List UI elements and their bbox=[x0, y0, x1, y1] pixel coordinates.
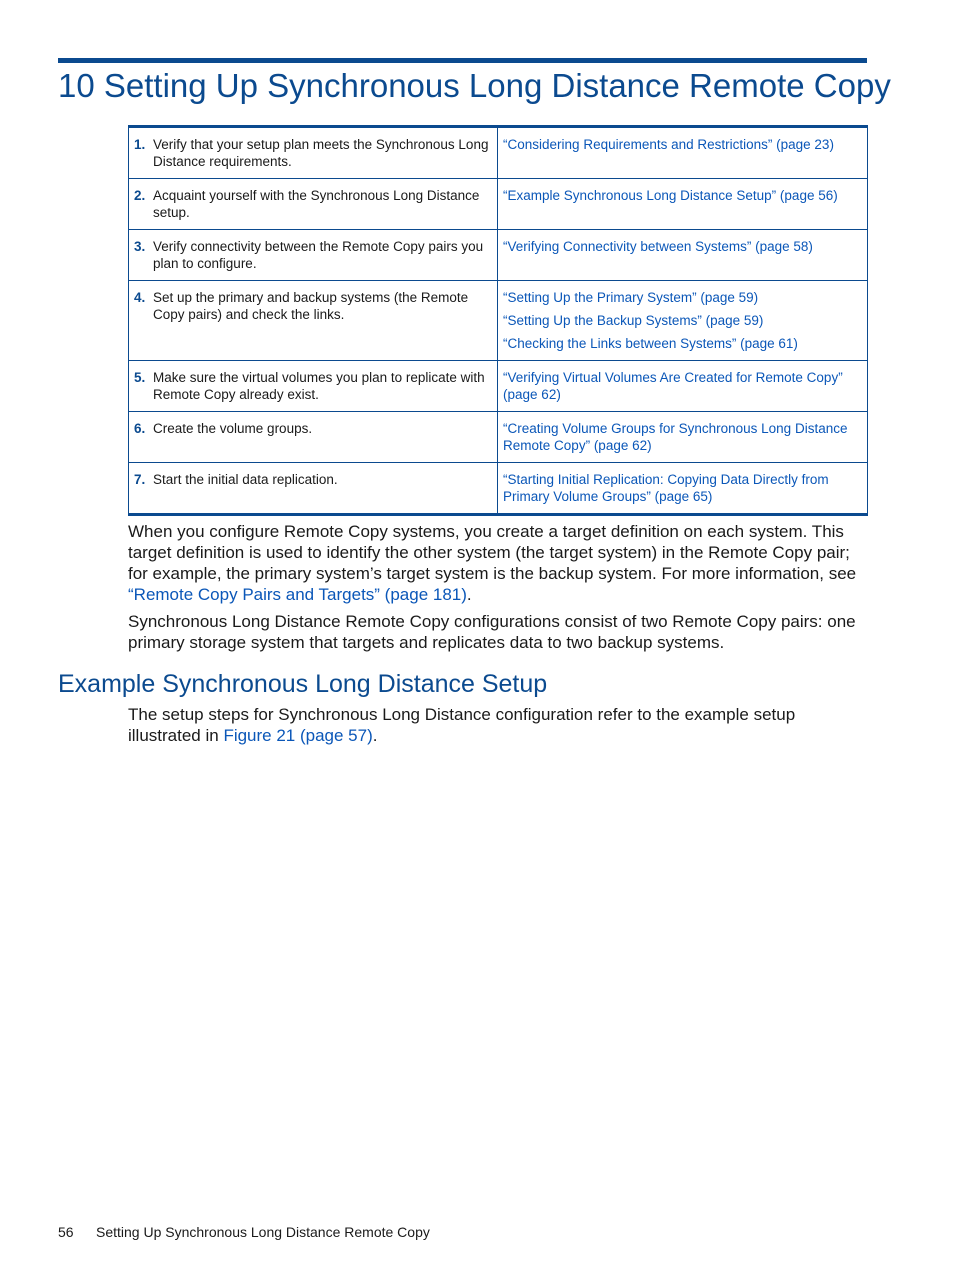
reference-cell bbox=[498, 361, 868, 412]
page-number: 56 bbox=[58, 1224, 74, 1240]
step-item bbox=[134, 289, 492, 323]
reference-link[interactable]: “Creating Volume Groups for Synchronous Long Distance Remote Copy” (page 62) bbox=[503, 421, 848, 453]
table-row bbox=[129, 361, 868, 412]
section-title: Example Synchronous Long Distance Setup bbox=[58, 670, 548, 698]
step-number: 1. bbox=[134, 137, 146, 152]
step-text: Make sure the virtual volumes you plan to replicate with Remote Copy already exist. bbox=[153, 370, 485, 402]
link-figure-21[interactable]: Figure 21 (page 57) bbox=[223, 726, 373, 745]
table-row bbox=[129, 281, 868, 361]
page-footer bbox=[58, 1223, 430, 1241]
reference-cell bbox=[498, 179, 868, 230]
step-cell bbox=[129, 463, 498, 515]
step-cell bbox=[129, 412, 498, 463]
step-number: 7. bbox=[134, 472, 146, 487]
table-row bbox=[129, 230, 868, 281]
step-number: 3. bbox=[134, 239, 146, 254]
reference-link[interactable]: “Checking the Links between Systems” (page 61) bbox=[503, 336, 798, 351]
step-text: Verify that your setup plan meets the Synchronous Long Distance requirements. bbox=[153, 137, 489, 169]
table-row bbox=[129, 127, 868, 179]
reference-cell bbox=[498, 463, 868, 515]
chapter-top-rule bbox=[58, 58, 867, 63]
step-number: 6. bbox=[134, 421, 146, 436]
reference-link[interactable]: “Verifying Virtual Volumes Are Created for Remote Copy” (page 62) bbox=[503, 370, 843, 402]
running-title: Setting Up Synchronous Long Distance Remote Copy bbox=[96, 1224, 430, 1240]
link-remote-copy-pairs[interactable]: “Remote Copy Pairs and Targets” (page 181) bbox=[128, 585, 467, 604]
step-cell bbox=[129, 230, 498, 281]
step-text: Acquaint yourself with the Synchronous Long Distance setup. bbox=[153, 188, 480, 220]
table-row bbox=[129, 179, 868, 230]
paragraph-target-definition bbox=[128, 521, 863, 605]
reference-cell bbox=[498, 412, 868, 463]
step-text: Set up the primary and backup systems (the Remote Copy pairs) and check the links. bbox=[153, 290, 469, 322]
step-text: Create the volume groups. bbox=[153, 421, 313, 436]
table-row bbox=[129, 412, 868, 463]
paragraph-end: . bbox=[372, 726, 378, 745]
reference-link[interactable]: “Verifying Connectivity between Systems” (page 58) bbox=[503, 239, 813, 254]
setup-steps-table bbox=[128, 125, 868, 516]
step-text: Verify connectivity between the Remote Copy pairs you plan to configure. bbox=[153, 239, 484, 271]
step-item bbox=[134, 369, 492, 403]
step-item bbox=[134, 471, 492, 488]
step-item bbox=[134, 238, 492, 272]
step-cell bbox=[129, 127, 498, 179]
paragraph-text: When you configure Remote Copy systems, you create a target definition on each system. This target definition is used to identify the other system (the target system) in the Remote Copy pair; for example, the primary system’s target system is the backup system. For more information, see bbox=[128, 522, 857, 583]
reference-link[interactable]: “Starting Initial Replication: Copying Data Directly from Primary Volume Groups” (page 65) bbox=[503, 472, 829, 504]
table-row bbox=[129, 463, 868, 515]
step-text: Start the initial data replication. bbox=[153, 472, 338, 487]
step-cell bbox=[129, 179, 498, 230]
step-number: 5. bbox=[134, 370, 146, 385]
step-cell bbox=[129, 361, 498, 412]
step-item bbox=[134, 136, 492, 170]
chapter-title: 10 Setting Up Synchronous Long Distance Remote Copy bbox=[58, 67, 891, 104]
step-item bbox=[134, 420, 492, 437]
step-cell bbox=[129, 281, 498, 361]
reference-cell bbox=[498, 281, 868, 361]
paragraph-end: . bbox=[466, 585, 472, 604]
paragraph-configuration: Synchronous Long Distance Remote Copy configurations consist of two Remote Copy pairs: one primary storage system that targets and replicates data to two backup systems. bbox=[128, 612, 856, 652]
reference-link[interactable]: “Example Synchronous Long Distance Setup” (page 56) bbox=[503, 188, 838, 203]
step-number: 2. bbox=[134, 188, 146, 203]
paragraph-setup-steps bbox=[128, 704, 863, 746]
reference-link[interactable]: “Considering Requirements and Restrictions” (page 23) bbox=[503, 137, 834, 152]
paragraph-text: The setup steps for Synchronous Long Distance configuration refer to the example setup illustrated in bbox=[128, 705, 796, 745]
reference-link[interactable]: “Setting Up the Backup Systems” (page 59) bbox=[503, 313, 764, 328]
reference-link[interactable]: “Setting Up the Primary System” (page 59) bbox=[503, 290, 759, 305]
step-item bbox=[134, 187, 492, 221]
reference-cell bbox=[498, 127, 868, 179]
step-number: 4. bbox=[134, 290, 146, 305]
setup-steps-table-body bbox=[129, 127, 868, 515]
reference-cell bbox=[498, 230, 868, 281]
